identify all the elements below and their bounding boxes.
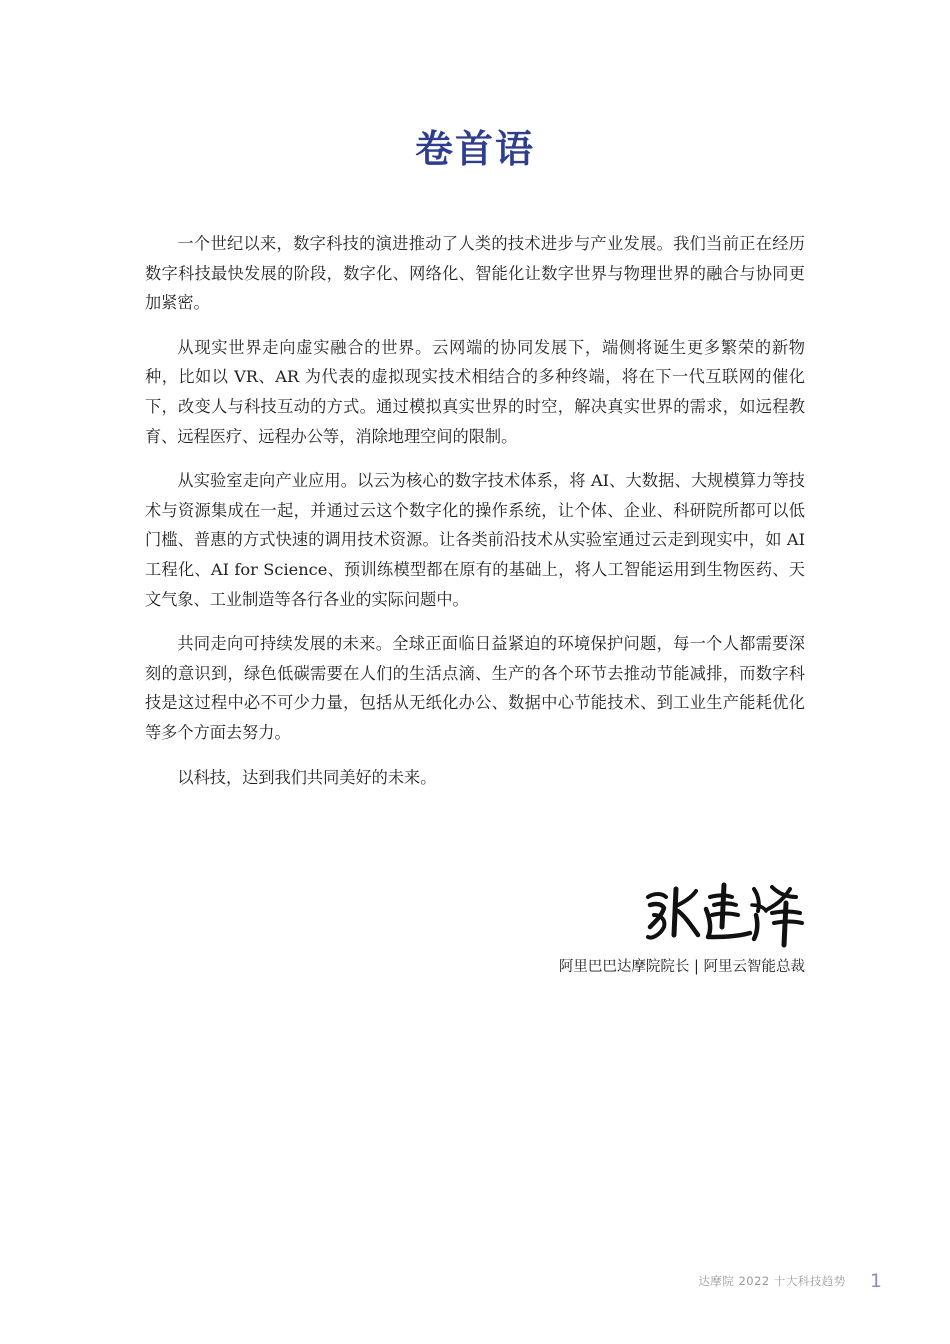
paragraph: 以科技，达到我们共同美好的未来。	[177, 767, 437, 787]
handwritten-signature	[640, 875, 810, 950]
footer	[698, 1270, 882, 1292]
paragraph: 从实验室走向产业应用。以云为核心的数字技术体系，将 AI、大数据、大规模算力等技术与资源集成在一起，并通过云这个数字化的操作系统，让个体、企业、科研院所都可以低门槛、普惠的方式快速的调用技术资源。让各类前沿技术从实验室通过云走到现实中，如 AI 工程化、AI for Science、预训练模型都在原有的基础上，将人工智能运用到生物医药、天文气象、工业制造等各行各业的实际问题中。	[145, 471, 805, 609]
paragraph: 从现实世界走向虚实融合的世界。云网端的协同发展下，端侧将诞生更多繁荣的新物种，比如以 VR、AR 为代表的虚拟现实技术相结合的多种终端，将在下一代互联网的催化下，改变人与科技互动的方式。通过模拟真实世界的时空，解决真实世界的需求，如远程教育、远程医疗、远程办公等，消除地理空间的限制。	[145, 337, 805, 446]
body-text	[145, 229, 805, 807]
footer-title: 达摩院 2022 十大科技趋势	[698, 1274, 846, 1288]
signature-name: 张建锋	[640, 875, 643, 876]
signature-position: 阿里巴巴达摩院院长 | 阿里云智能总裁	[558, 959, 805, 975]
paragraph: 共同走向可持续发展的未来。全球正面临日益紧迫的环境保护问题，每一个人都需要深刻的意识到，绿色低碳需要在人们的生活点滴、生产的各个环节去推动节能减排，而数字科技是这过程中必不可少力量，包括从无纸化办公、数据中心节能技术、到工业生产能耗优化等多个方面去努力。	[145, 634, 805, 742]
page-title: 卷首语	[414, 126, 535, 171]
paragraph: 一个世纪以来，数字科技的演进推动了人类的技术进步与产业发展。我们当前正在经历数字科技最快发展的阶段，数字化、网络化、智能化让数字世界与物理世界的融合与协同更加紧密。	[145, 234, 805, 313]
page-number: 1	[869, 1270, 882, 1292]
